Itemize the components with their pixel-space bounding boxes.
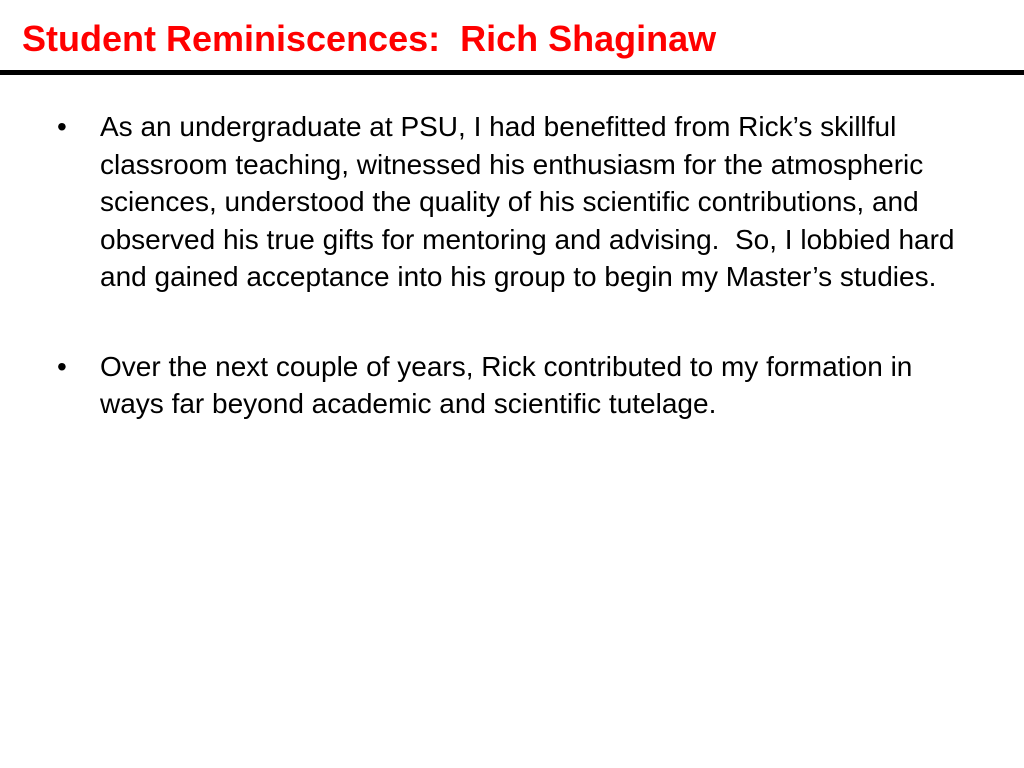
bullet-marker: • [57, 350, 67, 382]
bullet-text: As an undergraduate at PSU, I had benefitted from Rick’s skillful classroom teaching, witnessed his enthusiasm for the atmospheric sciences, understood the quality of his scientific contributions, and observed his true gifts for mentoring and advising. So, I lobbied hard and gained acceptance into his group to begin my Master’s studies. [100, 111, 963, 292]
bullet-item [54, 108, 974, 296]
bullet-text: Over the next couple of years, Rick contributed to my formation in ways far beyond academic and scientific tutelage. [100, 350, 921, 419]
title-divider [0, 70, 1024, 75]
bullet-item [54, 348, 974, 423]
bullet-list [54, 108, 974, 475]
slide-title: Student Reminiscences: Rich Shaginaw [22, 18, 717, 59]
bullet-marker: • [57, 111, 67, 142]
